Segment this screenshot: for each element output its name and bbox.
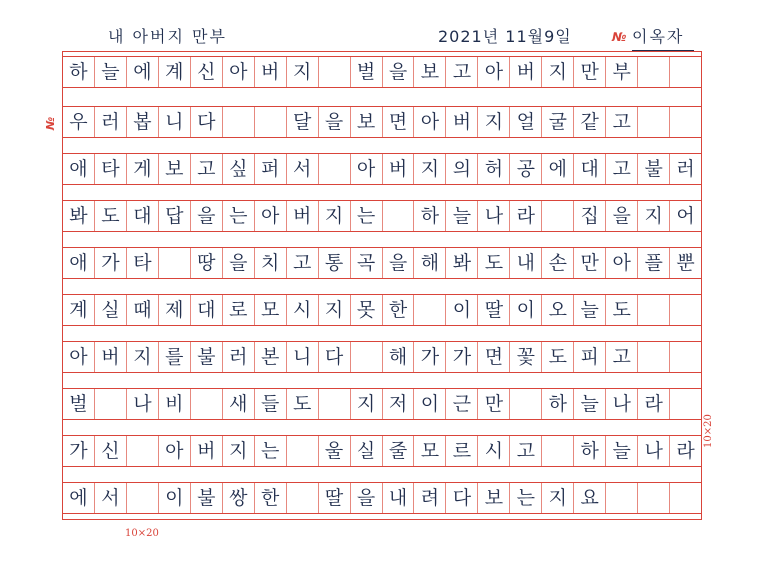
grid-cell xyxy=(670,295,701,325)
grid-cell: 하 xyxy=(574,436,606,466)
grid-cell: 피 xyxy=(574,342,606,372)
side-number-mark: № xyxy=(44,116,57,130)
grid-cell: 지 xyxy=(287,57,319,87)
grid-cell: 벌 xyxy=(63,389,95,419)
grid-cell: 는 xyxy=(510,483,542,513)
grid-cell: 버 xyxy=(287,201,319,231)
grid-cell: 딸 xyxy=(319,483,351,513)
grid-cell: 버 xyxy=(446,107,478,137)
grid-row xyxy=(63,56,701,88)
grid-cell: 늘 xyxy=(606,436,638,466)
grid-cell: 보 xyxy=(159,154,191,184)
grid-row xyxy=(63,106,701,138)
grid-cell: 도 xyxy=(478,248,510,278)
grid-cell: 러 xyxy=(676,157,695,180)
grid-cell: 르 xyxy=(446,436,478,466)
grid-cell: 버 xyxy=(383,154,415,184)
grid-cell: 아 xyxy=(255,201,287,231)
grid-cell: 는 xyxy=(223,201,255,231)
grid-cell: 우 xyxy=(63,107,95,137)
grid-cell: 지 xyxy=(542,483,574,513)
grid-cell: 고 xyxy=(606,107,638,137)
grid-cell: 고 xyxy=(287,248,319,278)
grid-cell xyxy=(287,436,319,466)
grid-cell xyxy=(638,107,670,137)
grid-cell: 가 xyxy=(446,342,478,372)
grid-cell: 불 xyxy=(638,154,670,184)
grid-cell xyxy=(638,57,670,87)
manuscript-grid xyxy=(62,51,702,520)
grid-cell: 을 xyxy=(606,201,638,231)
grid-cell: 에 xyxy=(63,483,95,513)
essay-date: 2021년 11월9일 xyxy=(438,27,572,46)
grid-cell: 싶 xyxy=(223,154,255,184)
grid-cell: 보 xyxy=(414,57,446,87)
grid-cell: 가 xyxy=(414,342,446,372)
grid-row xyxy=(63,247,701,279)
grid-cell: 의 xyxy=(446,154,478,184)
grid-cell: 대 xyxy=(191,295,223,325)
grid-cell xyxy=(223,107,255,137)
grid-cell: 지 xyxy=(127,342,159,372)
essay-title: 내 아버지 만부 xyxy=(108,27,227,46)
grid-row xyxy=(63,153,701,185)
grid-cell: 도 xyxy=(542,342,574,372)
grid-cell: 못 xyxy=(351,295,383,325)
grid-cell: 서 xyxy=(287,154,319,184)
grid-cell: 지 xyxy=(414,154,446,184)
grid-cell xyxy=(191,389,223,419)
grid-cell: 해 xyxy=(383,342,415,372)
grid-cell: 는 xyxy=(351,201,383,231)
grid-cell: 애 xyxy=(63,154,95,184)
grid-cell xyxy=(287,483,319,513)
grid-cell: 타 xyxy=(127,248,159,278)
grid-cell: 뿐 xyxy=(676,251,695,274)
grid-cell: 얼 xyxy=(510,107,542,137)
grid-cell: 다 xyxy=(191,107,223,137)
grid-cell: 나 xyxy=(638,436,670,466)
grid-row xyxy=(63,435,701,467)
grid-cell: 에 xyxy=(127,57,159,87)
grid-cell: 늘 xyxy=(95,57,127,87)
grid-cell: 지 xyxy=(351,389,383,419)
grid-cell xyxy=(127,436,159,466)
grid-cell: 본 xyxy=(255,342,287,372)
grid-cell: 아 xyxy=(159,436,191,466)
grid-cell: 라 xyxy=(676,439,695,462)
grid-cell: 면 xyxy=(478,342,510,372)
grid-row xyxy=(63,294,701,326)
grid-cell: 아 xyxy=(606,248,638,278)
grid-cell xyxy=(670,57,701,87)
grid-cell: 을 xyxy=(351,483,383,513)
grid-cell: 니 xyxy=(287,342,319,372)
grid-cell: 도 xyxy=(606,295,638,325)
grid-cell: 대 xyxy=(127,201,159,231)
grid-cell: 지 xyxy=(319,201,351,231)
grid-cell: 만 xyxy=(478,389,510,419)
grid-cell: 모 xyxy=(414,436,446,466)
grid-cell: 가 xyxy=(63,436,95,466)
grid-cell: 퍼 xyxy=(255,154,287,184)
grid-cell: 하 xyxy=(414,201,446,231)
grid-cell xyxy=(351,342,383,372)
grid-cell: 실 xyxy=(351,436,383,466)
grid-row xyxy=(63,341,701,373)
grid-cell xyxy=(670,483,701,513)
grid-cell xyxy=(383,201,415,231)
grid-cell: 한 xyxy=(383,295,415,325)
grid-cell: 봐 xyxy=(63,201,95,231)
grid-cell xyxy=(638,295,670,325)
grid-cell: 울 xyxy=(319,436,351,466)
grid-cell: 지 xyxy=(223,436,255,466)
grid-cell: 로 xyxy=(223,295,255,325)
grid-cell: 곡 xyxy=(351,248,383,278)
grid-cell: 손 xyxy=(542,248,574,278)
grid-cell: 불 xyxy=(191,342,223,372)
grid-cell: 아 xyxy=(223,57,255,87)
grid-cell: 요 xyxy=(574,483,606,513)
grid-cell: 려 xyxy=(414,483,446,513)
grid-cell: 허 xyxy=(478,154,510,184)
grid-cell: 실 xyxy=(95,295,127,325)
grid-cell: 공 xyxy=(510,154,542,184)
grid-cell: 지 xyxy=(478,107,510,137)
author-name: 이옥자 xyxy=(632,24,694,51)
grid-cell: 만 xyxy=(574,248,606,278)
grid-cell: 이 xyxy=(446,295,478,325)
grid-cell: 서 xyxy=(95,483,127,513)
grid-cell: 아 xyxy=(351,154,383,184)
grid-cell: 버 xyxy=(191,436,223,466)
grid-cell: 버 xyxy=(510,57,542,87)
grid-cell xyxy=(638,342,670,372)
grid-cell: 땅 xyxy=(191,248,223,278)
grid-cell: 딸 xyxy=(478,295,510,325)
grid-cell: 달 xyxy=(287,107,319,137)
grid-cell: 을 xyxy=(383,57,415,87)
grid-cell: 다 xyxy=(319,342,351,372)
grid-cell: 줄 xyxy=(383,436,415,466)
grid-cell: 쌍 xyxy=(223,483,255,513)
grid-cell: 만 xyxy=(574,57,606,87)
grid-cell: 을 xyxy=(383,248,415,278)
grid-cell: 내 xyxy=(510,248,542,278)
grid-cell: 타 xyxy=(95,154,127,184)
grid-row xyxy=(63,388,701,420)
grid-cell: 니 xyxy=(159,107,191,137)
grid-cell: 고 xyxy=(191,154,223,184)
grid-cell: 같 xyxy=(574,107,606,137)
number-mark: № xyxy=(612,30,627,44)
grid-cell: 도 xyxy=(95,201,127,231)
grid-cell: 러 xyxy=(95,107,127,137)
grid-cell xyxy=(670,107,701,137)
grid-cell: 하 xyxy=(542,389,574,419)
grid-cell xyxy=(319,154,351,184)
grid-cell xyxy=(542,436,574,466)
grid-cell: 이 xyxy=(159,483,191,513)
grid-cell xyxy=(670,342,701,372)
grid-cell: 아 xyxy=(478,57,510,87)
grid-cell: 어 xyxy=(676,204,695,227)
grid-cell xyxy=(95,389,127,419)
grid-cell: 시 xyxy=(478,436,510,466)
grid-cell: 저 xyxy=(383,389,415,419)
grid-cell xyxy=(670,389,701,419)
grid-cell: 다 xyxy=(446,483,478,513)
grid-size-label-side: 10×20 xyxy=(703,414,714,448)
grid-cell: 러 xyxy=(223,342,255,372)
grid-cell: 모 xyxy=(255,295,287,325)
grid-cell: 고 xyxy=(606,154,638,184)
grid-cell: 버 xyxy=(95,342,127,372)
grid-cell: 라 xyxy=(510,201,542,231)
grid-cell: 새 xyxy=(223,389,255,419)
grid-row xyxy=(63,482,701,514)
grid-size-label-bottom: 10×20 xyxy=(125,528,159,539)
grid-cell: 계 xyxy=(63,295,95,325)
grid-cell: 때 xyxy=(127,295,159,325)
grid-cell: 면 xyxy=(383,107,415,137)
grid-cell: 오 xyxy=(542,295,574,325)
grid-cell: 이 xyxy=(510,295,542,325)
grid-row xyxy=(63,200,701,232)
grid-cell: 을 xyxy=(191,201,223,231)
grid-cell: 봅 xyxy=(127,107,159,137)
grid-cell: 봐 xyxy=(446,248,478,278)
grid-cell: 늘 xyxy=(574,389,606,419)
grid-cell: 고 xyxy=(510,436,542,466)
grid-cell: 나 xyxy=(606,389,638,419)
grid-cell: 아 xyxy=(414,107,446,137)
grid-cell: 지 xyxy=(319,295,351,325)
grid-cell: 고 xyxy=(446,57,478,87)
grid-cell: 불 xyxy=(191,483,223,513)
grid-cell: 신 xyxy=(191,57,223,87)
grid-cell xyxy=(414,295,446,325)
grid-cell: 내 xyxy=(383,483,415,513)
grid-cell: 근 xyxy=(446,389,478,419)
grid-cell: 시 xyxy=(287,295,319,325)
grid-cell: 답 xyxy=(159,201,191,231)
grid-cell: 통 xyxy=(319,248,351,278)
grid-cell xyxy=(510,389,542,419)
grid-cell: 는 xyxy=(255,436,287,466)
grid-cell xyxy=(319,57,351,87)
grid-cell: 나 xyxy=(127,389,159,419)
grid-cell: 치 xyxy=(255,248,287,278)
grid-cell: 버 xyxy=(255,57,287,87)
grid-cell: 늘 xyxy=(574,295,606,325)
grid-cell: 대 xyxy=(574,154,606,184)
grid-cell: 집 xyxy=(574,201,606,231)
grid-cell xyxy=(606,483,638,513)
grid-cell: 지 xyxy=(638,201,670,231)
grid-cell: 가 xyxy=(95,248,127,278)
grid-cell xyxy=(319,389,351,419)
grid-cell: 를 xyxy=(159,342,191,372)
grid-cell xyxy=(542,201,574,231)
grid-cell: 을 xyxy=(319,107,351,137)
grid-cell: 계 xyxy=(159,57,191,87)
grid-cell xyxy=(127,483,159,513)
grid-cell: 꽃 xyxy=(510,342,542,372)
grid-cell: 보 xyxy=(351,107,383,137)
grid-cell: 이 xyxy=(414,389,446,419)
grid-cell: 지 xyxy=(542,57,574,87)
grid-cell: 도 xyxy=(287,389,319,419)
grid-cell: 하 xyxy=(63,57,95,87)
grid-cell: 에 xyxy=(542,154,574,184)
grid-cell: 부 xyxy=(606,57,638,87)
grid-cell: 나 xyxy=(478,201,510,231)
grid-cell: 라 xyxy=(638,389,670,419)
grid-cell: 게 xyxy=(127,154,159,184)
grid-cell: 해 xyxy=(414,248,446,278)
grid-cell: 플 xyxy=(638,248,670,278)
grid-cell: 보 xyxy=(478,483,510,513)
grid-cell: 비 xyxy=(159,389,191,419)
grid-cell: 아 xyxy=(63,342,95,372)
grid-cell: 들 xyxy=(255,389,287,419)
grid-cell: 고 xyxy=(606,342,638,372)
grid-cell: 벌 xyxy=(351,57,383,87)
grid-cell: 을 xyxy=(223,248,255,278)
grid-cell: 늘 xyxy=(446,201,478,231)
grid-cell: 애 xyxy=(63,248,95,278)
grid-cell xyxy=(159,248,191,278)
grid-cell xyxy=(255,107,287,137)
grid-cell: 신 xyxy=(95,436,127,466)
grid-cell: 제 xyxy=(159,295,191,325)
grid-cell xyxy=(638,483,670,513)
grid-cell: 한 xyxy=(255,483,287,513)
grid-cell: 굴 xyxy=(542,107,574,137)
